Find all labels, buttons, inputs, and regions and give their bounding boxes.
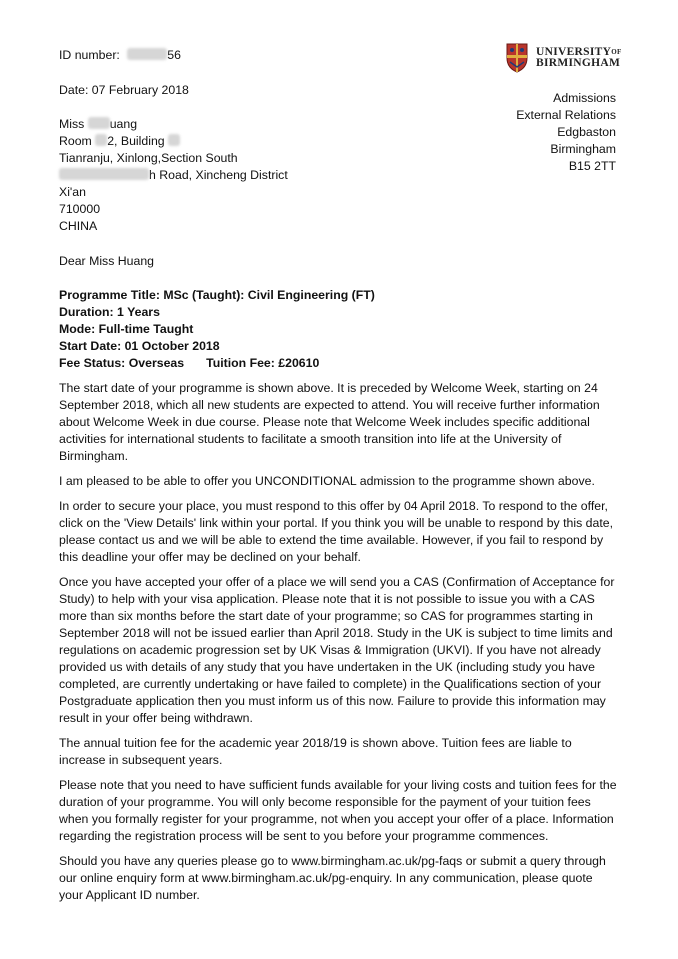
fee-line — [59, 355, 375, 372]
redacted-room — [95, 134, 107, 146]
crest-icon — [506, 43, 528, 73]
university-address — [516, 90, 616, 175]
university-wordmark: $UNIVERSITY^{OF}$ BIRMINGHAM — [536, 46, 622, 69]
letter-date: Date: 07 February 2018 — [59, 83, 189, 97]
recipient-city: Xi'an — [59, 185, 86, 199]
recipient-street: Tianranju, Xinlong,Section South — [59, 151, 238, 165]
programme-title: Programme Title: MSc (Taught): Civil Engineering (FT) — [59, 288, 375, 302]
address-line: External Relations — [516, 108, 616, 122]
university-logo — [506, 43, 622, 73]
paragraph: I am pleased to be able to offer you UNCONDITIONAL admission to the programme shown above. — [59, 474, 595, 488]
recipient-road: h Road, Xincheng District — [59, 167, 288, 184]
paragraph: In order to secure your place, you must respond to this offer by 04 April 2018. To respond to the offer, click on the 'View Details' link within your portal. If you think you will be unable to respond by this date, please contact us and we will be able to extend the time available. However, if you fail to respond by this deadline your offer may be declined on your behalf. — [59, 499, 614, 564]
programme-start-date: Start Date: 01 October 2018 — [59, 339, 220, 353]
paragraph: Please note that you need to have sufficient funds available for your living costs and tuition fees for the duration of your programme. You will only become responsible for the payment of your tuition fees when you formally register for your programme, not when you accept your offer of a place. Information regarding the registration process will be sent to you before your programme commences. — [59, 778, 617, 843]
recipient-address — [59, 116, 288, 235]
salutation: Dear Miss Huang — [59, 254, 154, 268]
tuition-fee: Tuition Fee: £20610 — [206, 356, 320, 370]
paragraph: Once you have accepted your offer of a place we will send you a CAS (Confirmation of Acceptance for Study) to help with your visa application. Please note that it is not possible to issue you with a CAS more than six months before the start date of your programme; so CAS for programmes starting in September 2018 will not be issued earlier than April 2018. Study in the UK is subject to time limits and regulations on academic progression set by UK Visas & Immigration (UKVI). If you have not already provided us with details of any study that you have undertaken in the UK (including study you have completed, are currently undertaking or have failed to complete) in the Qualifications section of your Postgraduate application then you must inform us of this now. Failure to provide this information may result in your offer being withdrawn. — [59, 575, 615, 725]
paragraph: The annual tuition fee for the academic year 2018/19 is shown above. Tuition fees are liable to increase in subsequent years. — [59, 736, 572, 767]
id-number-label: ID number: — [59, 48, 120, 62]
address-line: Edgbaston — [557, 125, 616, 139]
fee-status: Fee Status: Overseas — [59, 356, 185, 370]
address-line: Admissions — [553, 91, 616, 105]
address-line: B15 2TT — [568, 159, 616, 173]
redacted-name — [88, 117, 110, 129]
redacted-id — [127, 48, 167, 60]
recipient-room: Room 2, Building — [59, 133, 288, 150]
redacted-building — [168, 134, 180, 146]
recipient-postcode: 710000 — [59, 202, 101, 216]
paragraph: Should you have any queries please go to www.birmingham.ac.uk/pg-faqs or submit a query through our online enquiry form at www.birmingham.ac.uk/pg-enquiry. In any communication, please quote your Applicant ID number. — [59, 854, 606, 902]
paragraph: The start date of your programme is shown above. It is preceded by Welcome Week, starting on 24 September 2018, which all new students are expected to attend. You will receive further information about Welcome Week in due course. Please note that Welcome Week includes specific additional activities for international students to facilitate a smooth transition into life at the University of Birmingham. — [59, 381, 600, 463]
programme-mode: Mode: Full-time Taught — [59, 322, 194, 336]
address-line: Birmingham — [550, 142, 616, 156]
programme-details — [59, 287, 375, 372]
letter-body — [59, 380, 619, 912]
redacted-road — [59, 168, 149, 180]
recipient-name: Miss uang — [59, 117, 138, 131]
id-number-line — [59, 47, 181, 64]
programme-duration: Duration: 1 Years — [59, 305, 160, 319]
recipient-country: CHINA — [59, 219, 98, 233]
id-number-suffix: 56 — [167, 48, 181, 62]
